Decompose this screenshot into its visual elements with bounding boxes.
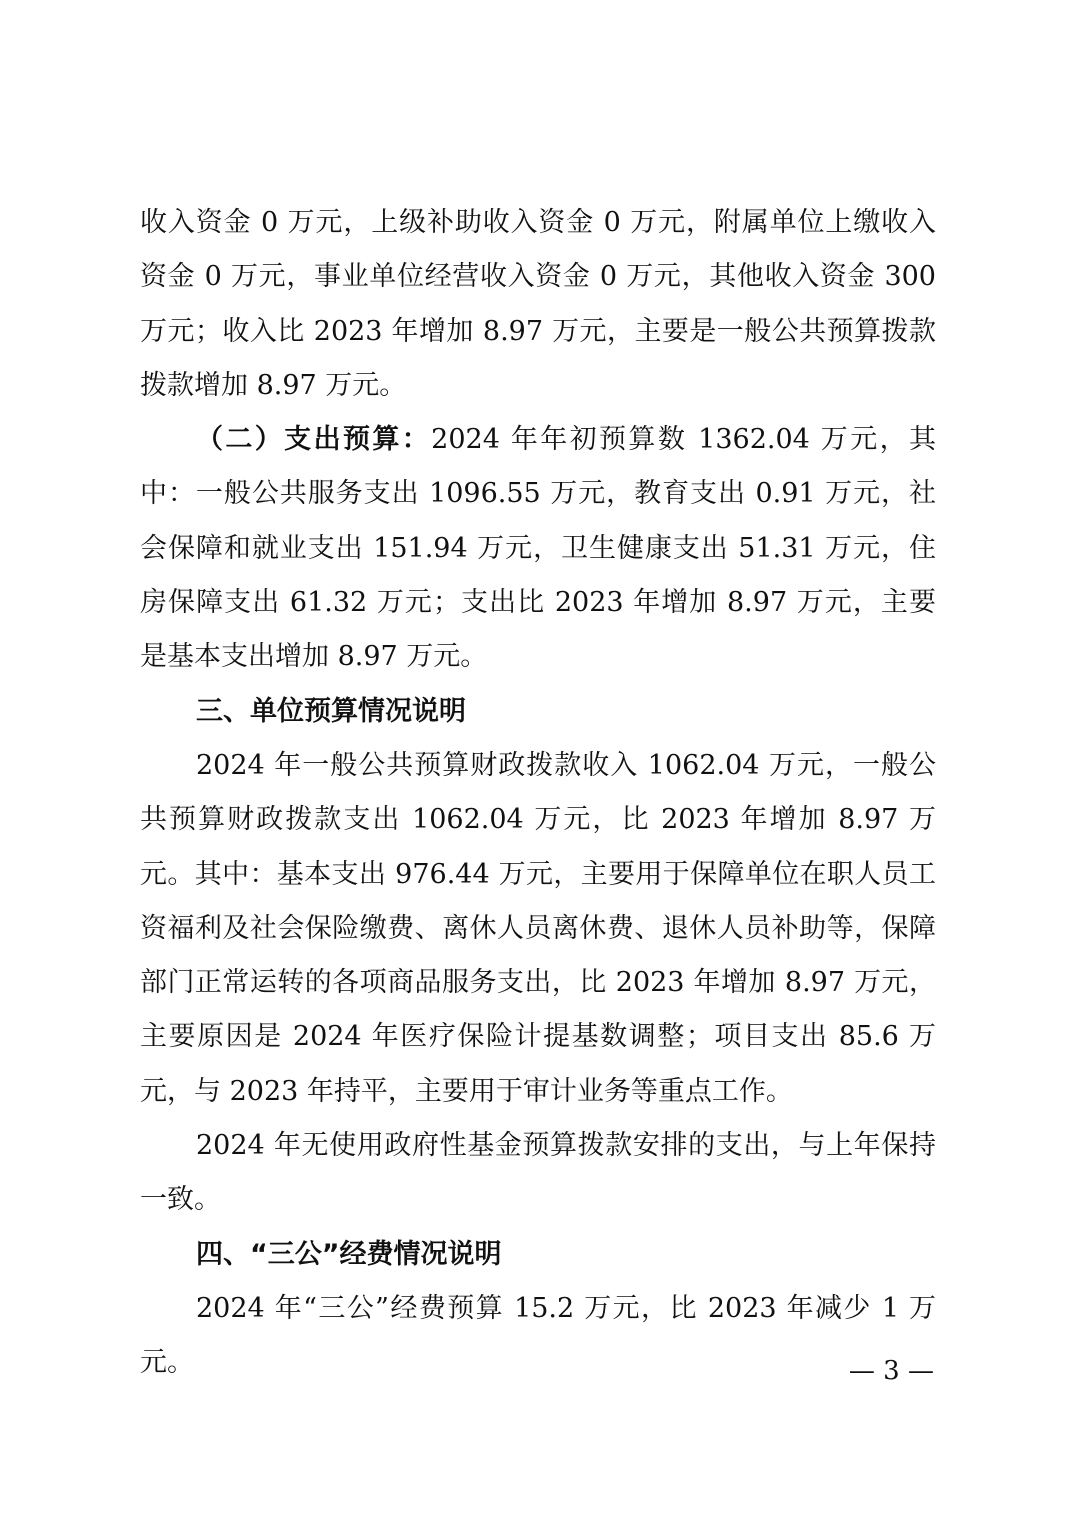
document-body (140, 196, 936, 1391)
paragraph-three-public-budget (140, 1282, 936, 1391)
section-heading-three-public: 四、“三公”经费情况说明 (196, 1238, 502, 1270)
subheading-expenditure-budget: （二）支出预算： (196, 424, 432, 456)
paragraph-expenditure-budget (140, 413, 936, 684)
paragraph-text: 收入资金 0 万元，上级补助收入资金 0 万元，附属单位上缴收入资金 0 万元，事业单位经营收入资金 0 万元，其他收入资金 300 万元；收入比 2023 年增加 8.97 万元，主要是一般公共预算拨款拨款增加 8.97 万元。 (140, 207, 936, 401)
paragraph-text: 2024 年一般公共预算财政拨款收入 1062.04 万元，一般公共预算财政拨款支出 1062.04 万元，比 2023 年增加 8.97 万元。其中：基本支出 976.44 万元，主要用于保障单位在职人员工资福利及社会保险缴费、离休人员离休费、退休人员补助等，保障部门正常运转的各项商品服务支出，比 2023 年增加 8.97 万元，主要原因是 2024 年医疗保险计提基数调整；项目支出 85.6 万元，与 2023 年持平，主要用于审计业务等重点工作。 (140, 749, 936, 1107)
paragraph-text: 2024 年年初预算数 1362.04 万元，其中：一般公共服务支出 1096.55 万元，教育支出 0.91 万元，社会保障和就业支出 151.94 万元，卫生健康支出 51.31 万元，住房保障支出 61.32 万元；支出比 2023 年增加 8.97 万元，主要是基本支出增加 8.97 万元。 (140, 424, 936, 673)
paragraph-government-fund (140, 1119, 936, 1228)
section-heading-unit-budget: 三、单位预算情况说明 (196, 695, 466, 727)
page-number: — 3 — (848, 1356, 934, 1386)
paragraph-income-continued (140, 196, 936, 413)
paragraph-unit-budget (140, 739, 936, 1119)
paragraph-text: 2024 年“三公”经费预算 15.2 万元，比 2023 年减少 1 万元。 (140, 1292, 936, 1379)
paragraph-text: 2024 年无使用政府性基金预算拨款安排的支出，与上年保持一致。 (140, 1130, 936, 1216)
